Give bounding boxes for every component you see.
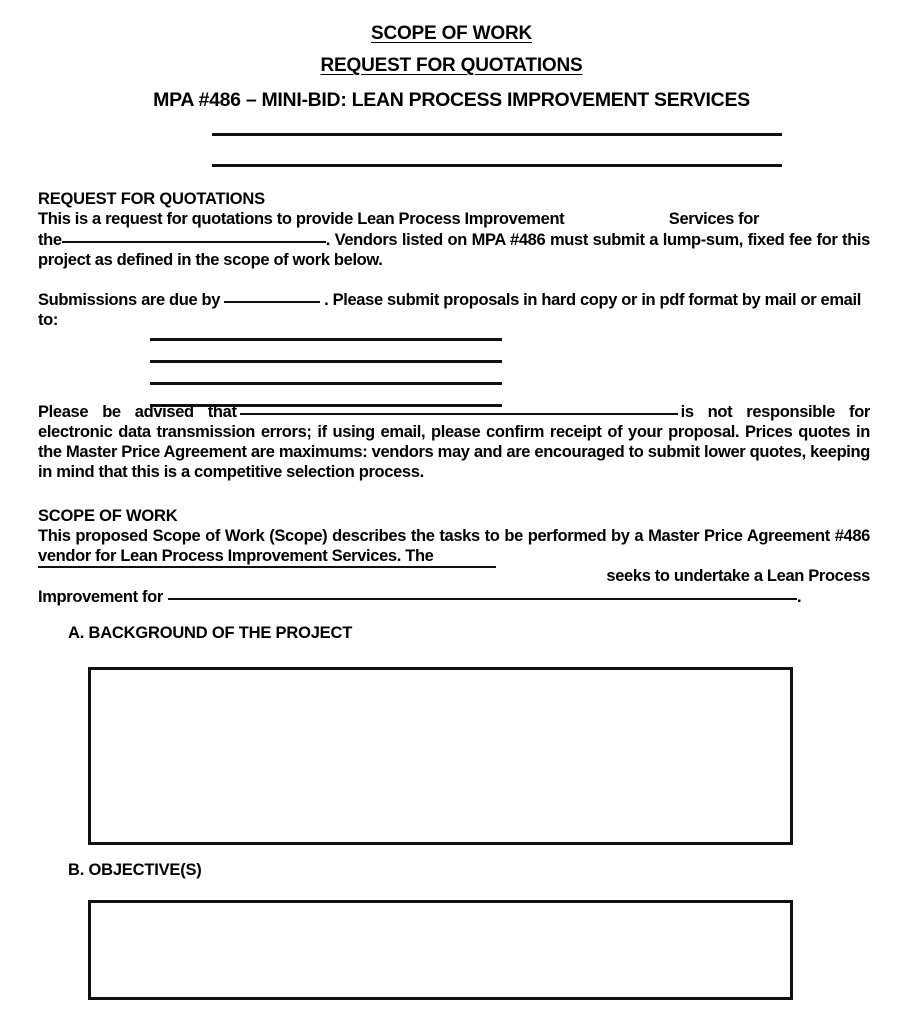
rfq-p1-text-c: the xyxy=(38,231,62,249)
scope-text-c: Improvement for xyxy=(38,588,163,606)
rfq-p2-text-a: Submissions are due by xyxy=(38,291,221,309)
rfq-entity-blank[interactable] xyxy=(62,241,326,243)
header-blank-line-1[interactable] xyxy=(212,133,782,136)
rfq-heading-wrap xyxy=(38,190,870,210)
answer-box-objectives[interactable] xyxy=(88,900,793,1000)
document-title-block xyxy=(0,24,903,111)
scope-paragraph-line4 xyxy=(38,587,870,607)
scope-text-b: seeks to undertake a Lean Process xyxy=(606,567,870,585)
scope-paragraph xyxy=(38,526,870,566)
contact-blank-line-1[interactable] xyxy=(150,338,502,341)
rfq-paragraph-3 xyxy=(38,402,870,483)
rfq-paragraph-1-cont xyxy=(38,230,870,270)
scope-text-a: This proposed Scope of Work (Scope) describes the tasks to be performed by a Master Price Agreement #486 vendor for Lean Process Improvement Services. The xyxy=(38,527,870,566)
rfq-paragraph-1-cont-wrap xyxy=(38,230,870,270)
subsection-heading-a: A. BACKGROUND OF THE PROJECT xyxy=(68,624,353,642)
rfq-p3-text-a: Please be advised that xyxy=(38,403,237,421)
contact-blank-line-2[interactable] xyxy=(150,360,502,363)
rfq-p1-text-b: Services for xyxy=(668,210,760,228)
page-title: SCOPE OF WORK xyxy=(370,23,532,44)
scope-text-d: . xyxy=(796,588,802,606)
rfq-paragraph-3-wrap xyxy=(38,402,870,483)
contact-blank-line-3[interactable] xyxy=(150,382,502,385)
rfq-paragraph-1 xyxy=(38,209,870,229)
rfq-p1-text-a: This is a request for quotations to provide Lean Process Improvement xyxy=(38,210,565,228)
answer-box-background[interactable] xyxy=(88,667,793,845)
document-subtitle: REQUEST FOR QUOTATIONS xyxy=(320,54,583,76)
section-heading-rfq: REQUEST FOR QUOTATIONS xyxy=(38,190,265,208)
subsection-heading-b: B. OBJECTIVE(S) xyxy=(68,861,202,879)
scope-paragraph-line3 xyxy=(38,566,870,586)
section-heading-scope: SCOPE OF WORK xyxy=(38,507,178,525)
rfq-due-date-blank[interactable] xyxy=(224,301,320,303)
rfq-paragraph-2 xyxy=(38,290,870,330)
rfq-p1-text-d: . Vendors listed on MPA #486 must submit a lump-sum, fixed fee for this project as defined in the scope of work below. xyxy=(38,231,870,270)
scope-paragraph-wrap xyxy=(38,526,870,566)
scope-paragraph-line3-wrap xyxy=(38,566,870,586)
rfq-p3-text-b: is not responsible for electronic data transmission errors; if using email, please confirm receipt of your proposal. Prices quotes in the Master Price Agreement are maximums: vendors may and are encouraged to submit lower quotes, keeping in mind that this is a competitive selection process. xyxy=(38,403,870,482)
rfq-responsible-party-blank[interactable] xyxy=(240,413,678,415)
document-bid-line: MPA #486 – MINI-BID: LEAN PROCESS IMPROVEMENT SERVICES xyxy=(153,88,750,111)
scope-improvement-blank[interactable] xyxy=(168,598,797,600)
scope-agency-blank[interactable] xyxy=(38,566,496,568)
scope-paragraph-line4-wrap xyxy=(38,587,870,607)
rfq-paragraph-1-wrap xyxy=(38,209,870,229)
rfq-p2-text-b: . Please submit proposals in hard copy or in pdf format by mail or email to: xyxy=(38,291,861,330)
scope-heading-wrap xyxy=(38,507,870,527)
rfq-paragraph-2-wrap xyxy=(38,290,870,330)
header-blank-line-2[interactable] xyxy=(212,164,782,167)
